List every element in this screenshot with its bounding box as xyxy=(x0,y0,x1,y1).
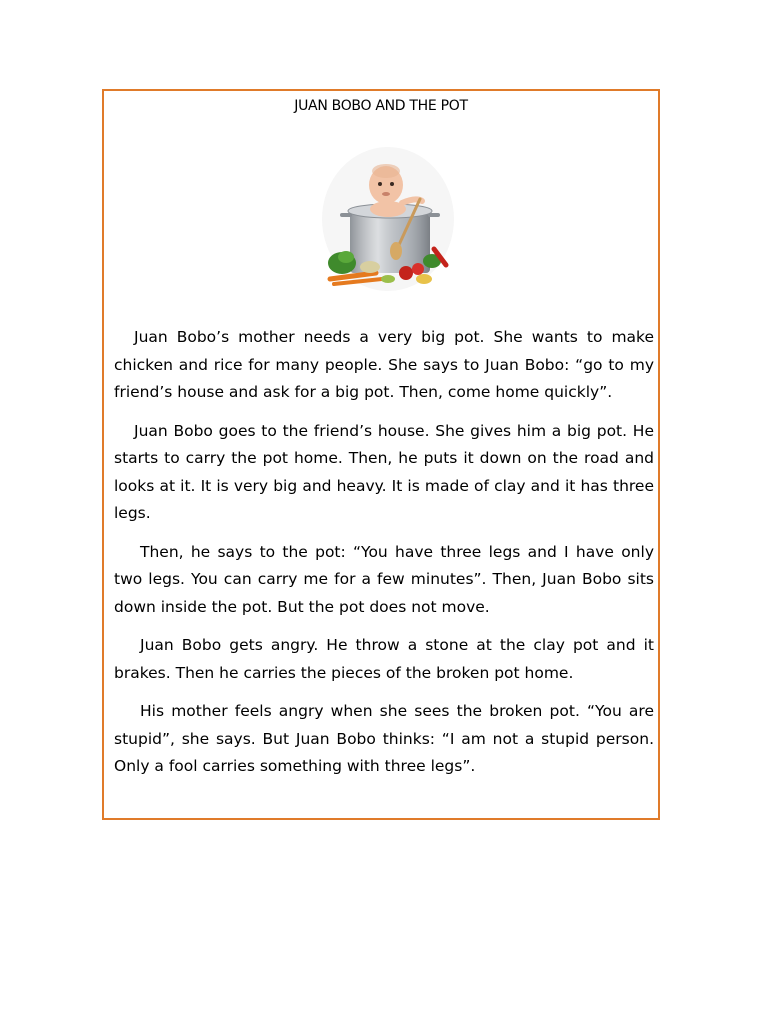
paragraph: Then, he says to the pot: “You have three legs and I have only two legs. You can carry me for a few minutes”. Then, Juan Bobo sits down inside the pot. But the pot does not move. xyxy=(114,542,654,616)
story-text xyxy=(114,324,654,792)
paragraph: Juan Bobo’s mother needs a very big pot. She wants to make chicken and rice for many people. She says to Juan Bobo: “go to my friend’s house and ask for a big pot. Then, come home quickly”. xyxy=(114,328,654,401)
paragraph: His mother feels angry when she sees the broken pot. “You are stupid”, she says. But Juan Bobo thinks: “I am not a stupid person. Only a fool carries something with three legs”. xyxy=(114,702,654,775)
paragraph: Juan Bobo goes to the friend’s house. She gives him a big pot. He starts to carry the pot home. Then, he puts it down on the road and looks at it. It is very big and heavy. It is made of clay and it has three legs. xyxy=(114,421,654,522)
paragraph: Juan Bobo gets angry. He throw a stone at the clay pot and it brakes. Then he carries the pieces of the broken pot home. xyxy=(114,636,654,682)
baby-in-pot-icon xyxy=(316,139,460,295)
story-title: JUAN BOBO AND THE POT xyxy=(294,98,468,114)
story-frame xyxy=(102,89,660,820)
